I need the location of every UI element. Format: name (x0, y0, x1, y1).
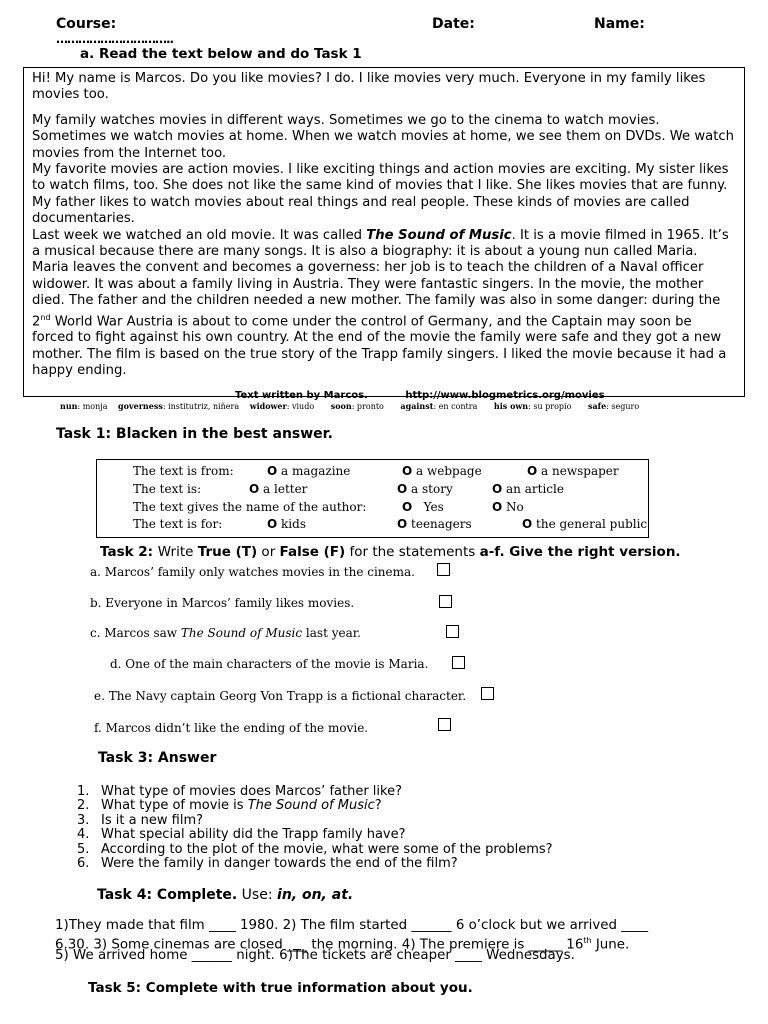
movie-title: The Sound of Music (366, 227, 512, 243)
task2-statement: f. Marcos didn’t like the ending of the movie. (94, 721, 369, 735)
glossary-item: widower: viudo (249, 401, 315, 411)
glossary (60, 401, 639, 411)
course-dots: ………………………….. (56, 32, 174, 46)
task4-title: Task 4: Complete. Use: in, on, at. (97, 887, 354, 903)
task1-option[interactable]: O No (492, 500, 524, 514)
task2-statement: b. Everyone in Marcos’ family likes movies. (90, 596, 355, 610)
credit-author: Text written by Marcos. (235, 389, 368, 401)
task3-questions (77, 785, 553, 871)
date-label: Date: (432, 16, 475, 32)
task1-option[interactable]: O a magazine (267, 464, 351, 478)
reading-paragraph: My favorite movies are action movies. I like exciting things and action movies are exciting. My sister likes to watch films, too. She does not like the same kind of movies that I like. She likes movies that are funny. My father likes to watch movies about real things and real people. These kinds of movies are called documentaries. (32, 162, 729, 227)
task2-title: Task 2: Write True (T) or False (F) for the statements a-f. Give the right version. (100, 544, 681, 560)
list-item: 3. Is it a new film? (77, 812, 204, 828)
task3-title: Task 3: Answer (98, 750, 217, 766)
task4-line: 1)They made that film ____ 1980. 2) The film started ______ 6 o’clock but we arrived ____ (55, 918, 649, 933)
list-item: 2. What type of movie is The Sound of Music? (77, 798, 382, 814)
task2-statement: a. Marcos’ family only watches movies in the cinema. (90, 565, 415, 579)
task1-option[interactable]: O an article (492, 482, 564, 496)
movie-title: The Sound of Music (180, 626, 303, 640)
task5-title: Task 5: Complete with true information about you. (88, 980, 473, 996)
task4-line: 6.30. 3) Some cinemas are closed ___ the morning. 4) The premiere is _____ 16th June. (55, 936, 630, 953)
glossary-item: nun: monja (60, 401, 108, 411)
task1-option[interactable]: O the general public (522, 517, 648, 531)
task1-question: The text is from: (133, 464, 234, 478)
reading-paragraph (32, 228, 736, 380)
course-label: Course: (56, 16, 117, 32)
reading-text: . It is a movie filmed in 1965. It’s a musical because there are many songs. It is also a biography: it is about a young nun called Maria. Maria leaves the convent and becomes a governess: her job is to teach the children of a Naval officer widower. It was about a family living in Austria. They were fantastic singers. In the movie, the mother died. The father and the children needed a new mother. The family was also in some danger: during the 2 (32, 227, 729, 330)
task1-option[interactable]: O a webpage (402, 464, 482, 478)
task1-box (96, 459, 649, 538)
reading-paragraph: Hi! My name is Marcos. Do you like movies? I do. I like movies very much. Everyone in my family likes movies too. (32, 71, 706, 103)
list-item: 1. What type of movies does Marcos’ father like? (77, 784, 402, 799)
reading-box (23, 67, 745, 401)
task1-option[interactable]: O a story (397, 482, 453, 496)
true-false-checkbox[interactable] (438, 718, 451, 731)
task1-title: Task 1: Blacken in the best answer. (56, 426, 333, 442)
glossary-item: governess: institutriz, niñera (118, 401, 240, 411)
glossary-item: against: en contra (400, 401, 478, 411)
ordinal-suffix: nd (40, 312, 51, 322)
credit-url: http://www.blogmetrics.org/movies (405, 389, 605, 401)
true-false-checkbox[interactable] (446, 625, 459, 638)
task-a-title: a. Read the text below and do Task 1 (80, 46, 362, 62)
task1-option[interactable]: O a newspaper (527, 464, 619, 478)
task1-question: The text gives the name of the author: (133, 500, 367, 514)
true-false-checkbox[interactable] (439, 595, 452, 608)
glossary-item: his own: su propio (493, 401, 572, 411)
task1-option[interactable]: O Yes (402, 500, 444, 514)
reading-text: Last week we watched an old movie. It was called (32, 227, 367, 243)
true-false-checkbox[interactable] (437, 563, 450, 576)
task1-option[interactable]: O a letter (249, 482, 308, 496)
task4-line: 5) We arrived home ______ night. 6)The tickets are cheaper ____ Wednesdays. (55, 948, 575, 963)
task2-statement: e. The Navy captain Georg Von Trapp is a fictional character. (94, 689, 467, 703)
task1-option[interactable]: O teenagers (397, 517, 472, 531)
name-label: Name: (594, 16, 645, 32)
list-item: 6. Were the family in danger towards the end of the film? (77, 856, 458, 872)
reading-paragraph: My family watches movies in different ways. Sometimes we go to the cinema to watch movies. Sometimes we watch movies at home. When we watch movies at home, we see them on DVDs. We watch movies from the Internet too. (32, 112, 734, 161)
true-false-checkbox[interactable] (481, 687, 494, 700)
task1-question: The text is: (133, 482, 202, 496)
list-item: 4. What special ability did the Trapp family have? (77, 827, 406, 843)
glossary-item: safe: seguro (587, 401, 640, 411)
movie-title: The Sound of Music (247, 798, 375, 814)
task1-question: The text is for: (133, 517, 223, 531)
task2-statement: c. Marcos saw The Sound of Music last year. (90, 626, 361, 640)
reading-text: World War Austria is about to come under the control of Germany, and the Captain may soon be forced to fight against his own country. At the end of the movie the family were safe and they got a new mother. The film is based on the true story of the Trapp family singers. I liked the movie because it had a happy ending. (32, 314, 727, 379)
task1-option[interactable]: O kids (267, 517, 306, 531)
list-item: 5. According to the plot of the movie, what were some of the problems? (77, 841, 553, 857)
true-false-checkbox[interactable] (452, 656, 465, 669)
glossary-item: soon: pronto (330, 401, 384, 411)
task2-statement: d. One of the main characters of the movie is Maria. (110, 657, 429, 671)
